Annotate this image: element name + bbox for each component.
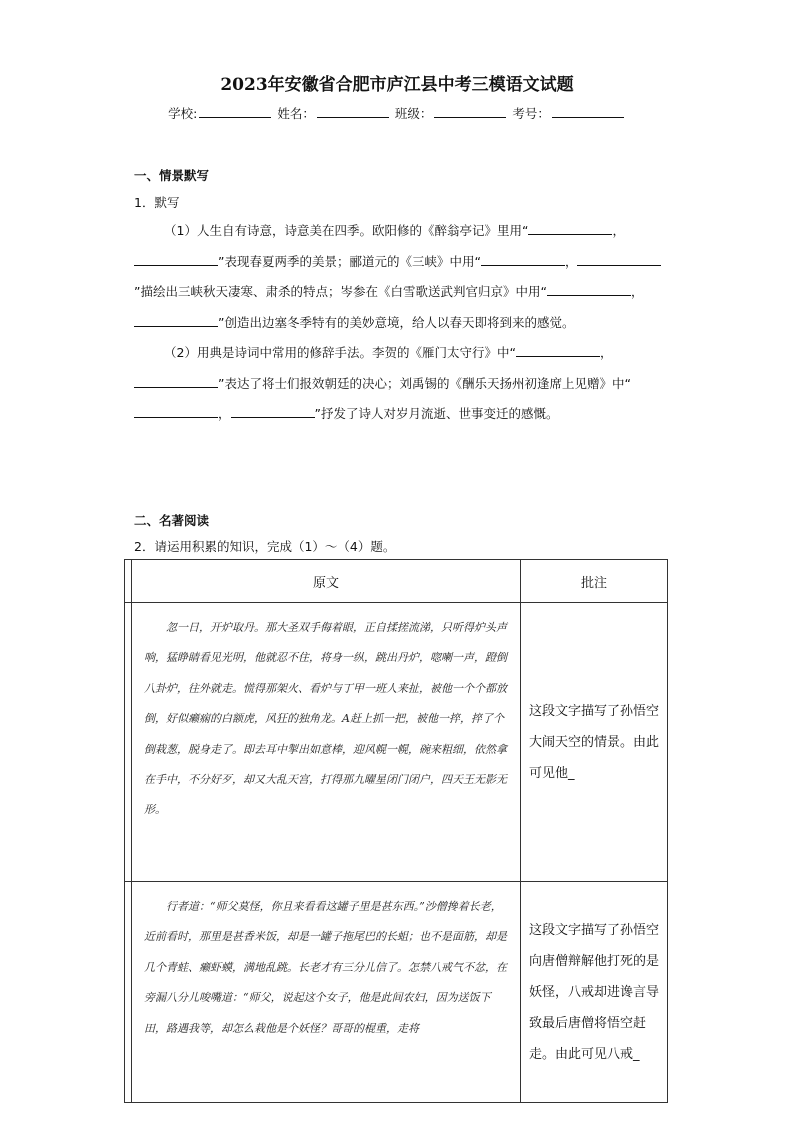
original-text-cell: 忽一日，开炉取丹。那大圣双手侮着眼，正自揉搓流涕，只听得炉头声响，猛睁睛看见光明，他就忍不住，将身一纵，跳出丹炉，唿喇一声，蹬倒八卦炉，往外就走。慌得那架火、看炉与丁甲一班人来扯，被他一个个都放倒，好似癞痫的白额虎，风狂的独角龙。A赶上抓一把，被他一捽，捽了个倒栽葱，脱身走了。即去耳中掣出如意棒，迎风幌一幌，碗来粗细，依然拿在手中，不分好歹，却又大乱天宫，打得那九曜星闭门闭户，四天王无影无形。: [132, 603, 521, 882]
exam-title: 2023年安徽省合肥市庐江县中考三模语文试题: [220, 75, 574, 95]
student-info-line: [0, 104, 794, 122]
school-label: 学校:: [168, 106, 198, 121]
table-stub-cell: [125, 560, 132, 603]
school-blank[interactable]: [199, 105, 271, 118]
answer-blank[interactable]: [134, 251, 218, 266]
text-segment: ，: [564, 253, 578, 269]
text-segment: ”创造出边塞冬季特有的美妙意境，给人以春天即将到来的感觉。: [218, 314, 575, 330]
answer-blank[interactable]: [134, 403, 218, 418]
name-blank[interactable]: [317, 105, 389, 118]
question-1-part-1: [134, 216, 662, 338]
exam-no-blank[interactable]: [552, 105, 624, 118]
class-blank[interactable]: [434, 105, 506, 118]
text-segment: ”描绘出三峡秋天凄寒、肃杀的特点；岑参在《白雪歌送武判官归京》中用“: [134, 284, 547, 299]
answer-blank[interactable]: [481, 251, 565, 266]
table-header-row: [125, 560, 668, 603]
question-1-part-2: [134, 338, 662, 430]
answer-blank[interactable]: [134, 312, 218, 327]
table-row: [125, 882, 668, 1103]
section-heading-2: 二、名著阅读: [134, 513, 210, 528]
text-segment: ，: [630, 284, 644, 299]
text-segment: （1）人生自有诗意，诗意美在四季。欧阳修的《醉翁亭记》里用“: [164, 223, 529, 238]
column-header-original: 原文: [132, 560, 521, 603]
answer-blank[interactable]: [577, 251, 661, 266]
section-heading-1: 一、情景默写: [134, 168, 210, 183]
answer-blank[interactable]: [547, 281, 631, 296]
annotation-cell[interactable]: 这段文字描写了孙悟空向唐僧辩解他打死的是妖怪，八戒却进谗言导致最后唐僧将悟空赶走。由此可见八戒_: [521, 882, 668, 1103]
answer-blank[interactable]: [231, 403, 315, 418]
column-header-note: 批注: [521, 560, 668, 603]
table-stub-cell: [125, 882, 132, 1103]
reading-table: [124, 559, 668, 1103]
text-segment: ”抒发了诗人对岁月流逝、世事变迁的感慨。: [314, 406, 559, 421]
text-segment: ，: [599, 345, 613, 360]
answer-blank[interactable]: [134, 373, 218, 388]
text-segment: ”表达了将士们报效朝廷的决心；刘禹锡的《酬乐天扬州初逢席上见赠》中“: [218, 375, 631, 391]
answer-blank[interactable]: [528, 220, 612, 235]
table-row: [125, 603, 668, 882]
text-segment: ”表现春夏两季的美景；郦道元的《三峡》中用“: [218, 253, 481, 269]
question-2-label: 2．请运用积累的知识，完成（1）～（4）题。: [134, 539, 396, 554]
name-label: 姓名：: [277, 106, 315, 121]
original-text-cell: 行者道：“师父莫怪，你且来看看这罐子里是甚东西。”沙僧搀着长老，近前看时，那里是甚香米饭，却是一罐子拖尾巴的长蛆；也不是面筋，却是几个青蛙、癞虾蟆，满地乱跳。长老才有三分儿信了。怎禁八戒气不忿，在旁漏八分儿唆嘴道：“师父，说起这个女子，他是此间农妇，因为送饭下田，路遇我等，却怎么栽他是个妖怪？哥哥的棍重，走将: [132, 882, 521, 1103]
class-label: 班级：: [394, 106, 433, 121]
question-1-body: [134, 216, 662, 430]
exam-no-label: 考号：: [512, 106, 550, 121]
text-segment: ，: [612, 223, 625, 238]
text-segment: ，: [218, 406, 231, 421]
text-segment: （2）用典是诗词中常用的修辞手法。李贺的《雁门太守行》中“: [164, 345, 516, 360]
answer-blank[interactable]: [516, 342, 600, 357]
table-stub-cell: [125, 603, 132, 882]
annotation-cell[interactable]: 这段文字描写了孙悟空大闹天空的情景。由此可见他_: [521, 603, 668, 882]
question-1-label: 1．默写: [134, 195, 180, 210]
